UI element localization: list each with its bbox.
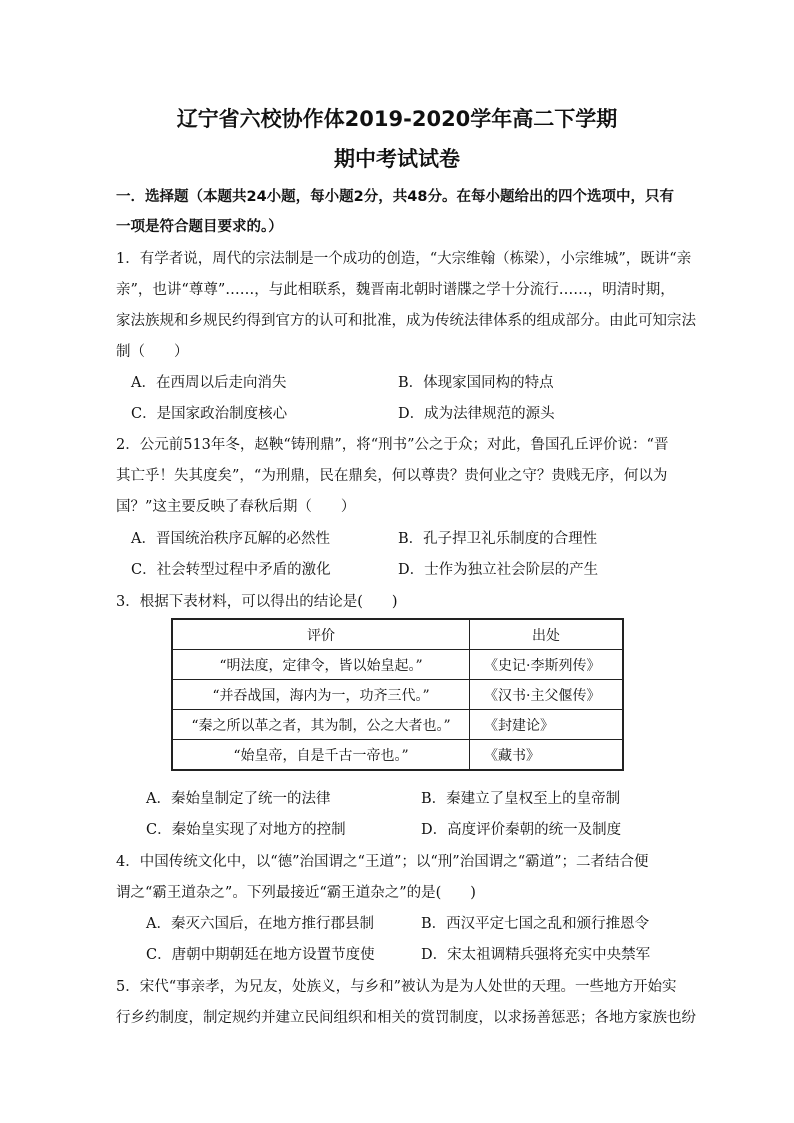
q3-option-c[interactable]: C．秦始皇实现了对地方的控制 bbox=[146, 822, 346, 838]
q4-option-d[interactable]: D．宋太祖调精兵强将充实中央禁军 bbox=[421, 947, 651, 963]
q1-option-c[interactable]: C．是国家政治制度核心 bbox=[131, 406, 288, 422]
q2-option-d[interactable]: D．士作为独立社会阶层的产生 bbox=[398, 562, 599, 578]
q1-stem-line: 制（ ） bbox=[116, 344, 189, 360]
q2-option-a[interactable]: A．晋国统治秩序瓦解的必然性 bbox=[131, 531, 330, 547]
table-cell-source: 《史记·李斯列传》 bbox=[470, 650, 623, 680]
table-row bbox=[173, 710, 623, 740]
table-header-row bbox=[173, 620, 623, 650]
table-cell-quote: “明法度，定律令，皆以始皇起。” bbox=[173, 650, 470, 680]
table-cell-source: 《封建论》 bbox=[470, 710, 623, 740]
table-cell-quote: “并吞战国，海内为一，功齐三代。” bbox=[173, 680, 470, 710]
exam-title: 辽宁省六校协作体2019-2020学年高二下学期 bbox=[176, 107, 618, 131]
q4-option-b[interactable]: B．西汉平定七国之乱和颁行推恩令 bbox=[421, 916, 650, 932]
q3-option-a[interactable]: A．秦始皇制定了统一的法律 bbox=[146, 791, 331, 807]
q2-stem-line: 2．公元前513年冬，赵鞅“铸刑鼎”，将“刑书”公之于众；对此，鲁国孔丘评价说：“晋 bbox=[116, 437, 669, 453]
q2-stem-line: 其亡乎！失其度矣”，“为刑鼎，民在鼎矣，何以尊贵？贵何业之守？贵贱无序，何以为 bbox=[116, 468, 668, 484]
table-header-cell: 出处 bbox=[470, 620, 623, 650]
q2-stem-line: 国？”这主要反映了春秋后期（ ） bbox=[116, 499, 356, 515]
section-instructions: 一．选择题（本题共24小题，每小题2分，共48分。在每小题给出的四个选项中，只有 bbox=[116, 189, 674, 205]
q4-stem-line: 谓之“霸王道杂之”。下列最接近“霸王道杂之”的是( ) bbox=[116, 885, 476, 901]
table-cell-quote: “秦之所以革之者，其为制，公之大者也。” bbox=[173, 710, 470, 740]
table-cell-source: 《汉书·主父偃传》 bbox=[470, 680, 623, 710]
q1-stem-line: 1．有学者说，周代的宗法制是一个成功的创造，“大宗维翰（栋梁），小宗维城”，既讲“亲 bbox=[116, 251, 692, 267]
q5-stem-line: 行乡约制度，制定规约并建立民间组织和相关的赏罚制度，以求扬善惩恶；各地方家族也纷 bbox=[116, 1010, 696, 1026]
q1-option-b[interactable]: B．体现家国同构的特点 bbox=[398, 375, 554, 391]
q3-source-table bbox=[172, 619, 623, 770]
q1-stem-line: 家法族规和乡规民约得到官方的认可和批准，成为传统法律体系的组成部分。由此可知宗法 bbox=[116, 313, 696, 329]
table-row bbox=[173, 740, 623, 770]
q1-option-d[interactable]: D．成为法律规范的源头 bbox=[398, 406, 555, 422]
q3-option-d[interactable]: D．高度评价秦朝的统一及制度 bbox=[421, 822, 622, 838]
exam-subtitle: 期中考试试卷 bbox=[334, 147, 460, 171]
q2-option-c[interactable]: C．社会转型过程中矛盾的激化 bbox=[131, 562, 331, 578]
q4-stem-line: 4．中国传统文化中，以“德”治国谓之“王道”；以“刑”治国谓之“霸道”；二者结合便 bbox=[116, 854, 649, 870]
table-cell-source: 《藏书》 bbox=[470, 740, 623, 770]
table-row bbox=[173, 650, 623, 680]
q4-option-a[interactable]: A．秦灭六国后，在地方推行郡县制 bbox=[146, 916, 374, 932]
q1-option-a[interactable]: A．在西周以后走向消失 bbox=[131, 375, 287, 391]
section-instructions-cont: 一项是符合题目要求的。） bbox=[116, 219, 283, 235]
q4-option-c[interactable]: C．唐朝中期朝廷在地方设置节度使 bbox=[146, 947, 375, 963]
q3-stem: 3．根据下表材料，可以得出的结论是( ) bbox=[116, 594, 398, 610]
table-cell-quote: “始皇帝，自是千古一帝也。” bbox=[173, 740, 470, 770]
q3-option-b[interactable]: B．秦建立了皇权至上的皇帝制 bbox=[421, 791, 621, 807]
table-header-cell: 评价 bbox=[173, 620, 470, 650]
q5-stem-line: 5．宋代“事亲孝，为兄友，处族义，与乡和”被认为是为人处世的天理。一些地方开始实 bbox=[116, 979, 677, 995]
q1-stem-line: 亲”，也讲“尊尊”……，与此相联系，魏晋南北朝时谱牒之学十分流行……，明清时期， bbox=[116, 282, 675, 298]
table-row bbox=[173, 680, 623, 710]
q2-option-b[interactable]: B．孔子捍卫礼乐制度的合理性 bbox=[398, 531, 598, 547]
